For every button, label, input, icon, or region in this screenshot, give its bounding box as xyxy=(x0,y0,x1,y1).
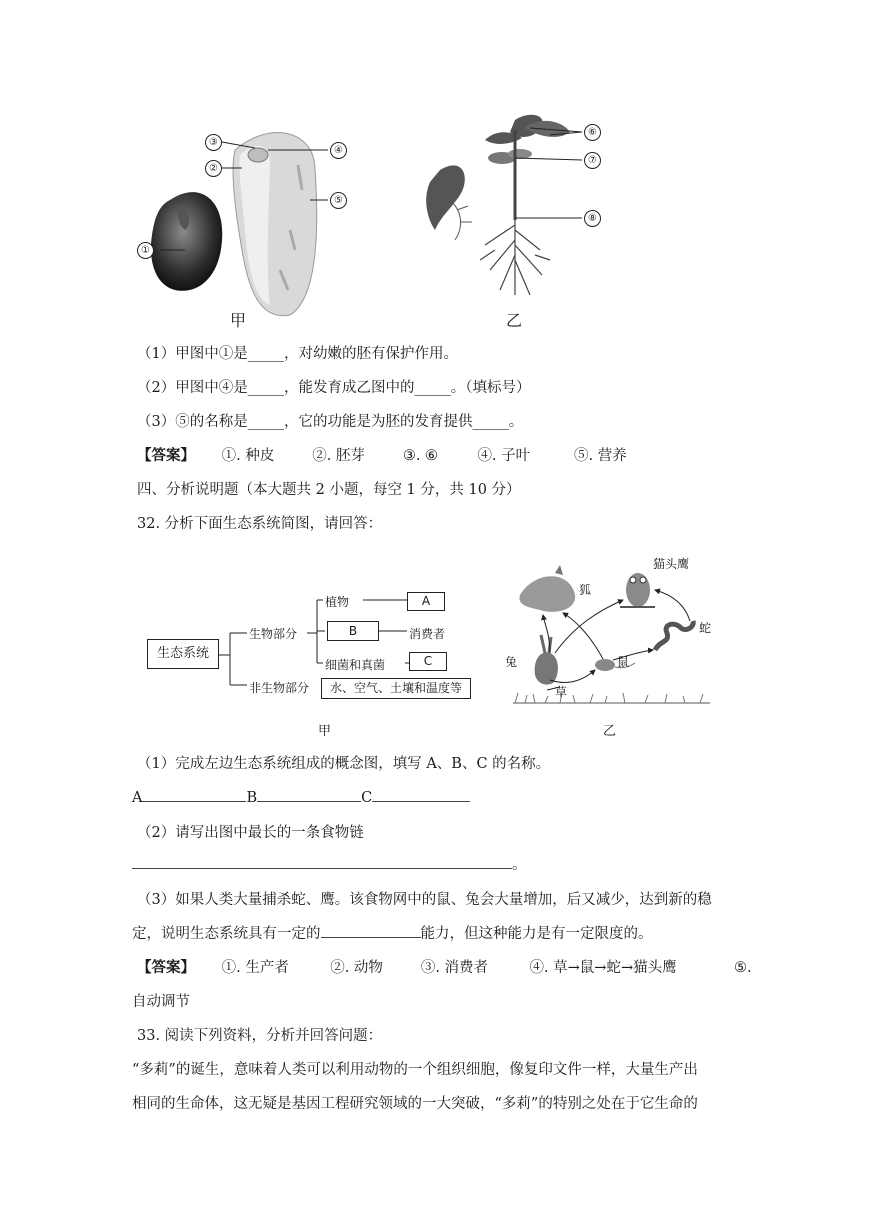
q32-answer-row xyxy=(137,956,752,977)
blank-box-C: C xyxy=(409,652,447,671)
q32-blanks-row xyxy=(132,787,470,806)
marker-1: ① xyxy=(137,242,154,259)
blank-label-B: B xyxy=(246,790,258,806)
blank-label-A: A xyxy=(132,790,143,806)
concept-consumer: 消费者 xyxy=(409,627,446,641)
answer-item: ②. 动物 xyxy=(330,960,383,976)
q32-title: 32. 分析下面生态系统简图，请回答： xyxy=(137,516,383,532)
food-web-rabbit: 兔 xyxy=(505,655,518,669)
marker-8: ⑧ xyxy=(584,210,601,227)
blank-label-C: C xyxy=(361,790,373,806)
concept-env: 水、空气、土壤和温度等 xyxy=(321,678,471,699)
q32-part2: （2）请写出图中最长的一条食物链 xyxy=(137,825,364,841)
blank-line xyxy=(372,787,470,802)
q31-part1: （1）甲图中①是_____，对幼嫩的胚有保护作用。 xyxy=(137,346,458,362)
answer-item: ⑤. xyxy=(734,960,752,976)
q32-part3-line1: （3）如果人类大量捕杀蛇、鹰。该食物网中的鼠、兔会大量增加，后又减少，达到新的稳 xyxy=(137,892,712,908)
concept-bio: 生物部分 xyxy=(249,627,298,641)
blank-line xyxy=(142,787,246,802)
concept-map-caption: 甲 xyxy=(318,724,332,739)
concept-plant: 植物 xyxy=(325,595,350,609)
blank-box-A: A xyxy=(407,592,445,611)
answer-item: ③. 消费者 xyxy=(420,960,489,976)
food-web-mouse: 鼠 xyxy=(617,655,630,669)
q33-title: 33. 阅读下列资料，分析并回答问题： xyxy=(137,1028,383,1044)
q31-part2: （2）甲图中④是_____，能发育成乙图中的_____。（填标号） xyxy=(137,380,531,396)
blank-box-B: B xyxy=(327,621,379,641)
concept-nonbio: 非生物部分 xyxy=(249,681,310,695)
blank-line xyxy=(132,854,512,869)
figure-label-jia: 甲 xyxy=(230,311,247,330)
figure-label-yi: 乙 xyxy=(506,311,523,330)
answer-item: ②. 胚芽 xyxy=(312,448,365,464)
q33-paragraph-line2: 相同的生命体，这无疑是基因工程研究领域的一大突破，“多莉”的特别之处在于它生命的 xyxy=(132,1096,698,1112)
seed-illustration xyxy=(130,110,610,330)
q32-part3-text-a: 定，说明生态系统具有一定的 xyxy=(132,926,321,942)
q33-paragraph-line1: “多莉”的诞生，意味着人类可以利用动物的一个组织细胞，像复印文件一样，大量生产出 xyxy=(132,1062,698,1078)
answer-item: ①. 种皮 xyxy=(221,448,275,464)
marker-6: ⑥ xyxy=(584,124,601,141)
marker-4: ④ xyxy=(330,142,347,159)
answer-item: ④. 子叶 xyxy=(477,448,531,464)
food-web-fox: 狐 xyxy=(579,583,592,597)
food-web xyxy=(505,555,720,705)
q31-answer-row xyxy=(137,444,627,465)
marker-2: ② xyxy=(205,160,222,177)
concept-map xyxy=(145,585,475,710)
marker-7: ⑦ xyxy=(584,152,601,169)
concept-root: 生态系统 xyxy=(147,639,219,669)
marker-3: ③ xyxy=(205,134,222,151)
answer-item: ④. 草→鼠→蛇→猫头鹰 xyxy=(529,960,677,976)
blank-line xyxy=(257,787,361,802)
answer-item: ⑤. 营养 xyxy=(574,448,627,464)
answer-item: ③. ⑥ xyxy=(402,448,439,464)
food-web-caption: 乙 xyxy=(603,724,617,739)
food-web-owl: 猫头鹰 xyxy=(653,557,690,571)
answer-item: ①. 生产者 xyxy=(221,960,289,976)
seed-figure xyxy=(130,110,610,330)
period: 。 xyxy=(512,857,527,873)
q31-part3: （3）⑤的名称是_____，它的功能是为胚的发育提供_____。 xyxy=(137,414,524,430)
concept-fungi: 细菌和真菌 xyxy=(325,658,386,672)
marker-5: ⑤ xyxy=(330,192,347,209)
food-web-drawing xyxy=(505,555,720,705)
section-heading: 四、分析说明题（本大题共 2 小题，每空 1 分，共 10 分） xyxy=(137,482,521,498)
blank-line xyxy=(321,923,421,938)
q32-chain-blank-row xyxy=(132,853,527,874)
food-web-grass: 草 xyxy=(555,685,568,699)
q32-part3-text-b: 能力，但这种能力是有一定限度的。 xyxy=(420,926,653,942)
answer-tag: 【答案】 xyxy=(137,959,195,976)
q32-part3-line2 xyxy=(132,922,653,943)
food-web-snake: 蛇 xyxy=(699,621,712,635)
q32-part1: （1）完成左边生态系统组成的概念图，填写 A、B、C 的名称。 xyxy=(137,756,551,772)
answer-tag: 【答案】 xyxy=(137,447,195,464)
q32-answer-continued: 自动调节 xyxy=(132,994,190,1010)
